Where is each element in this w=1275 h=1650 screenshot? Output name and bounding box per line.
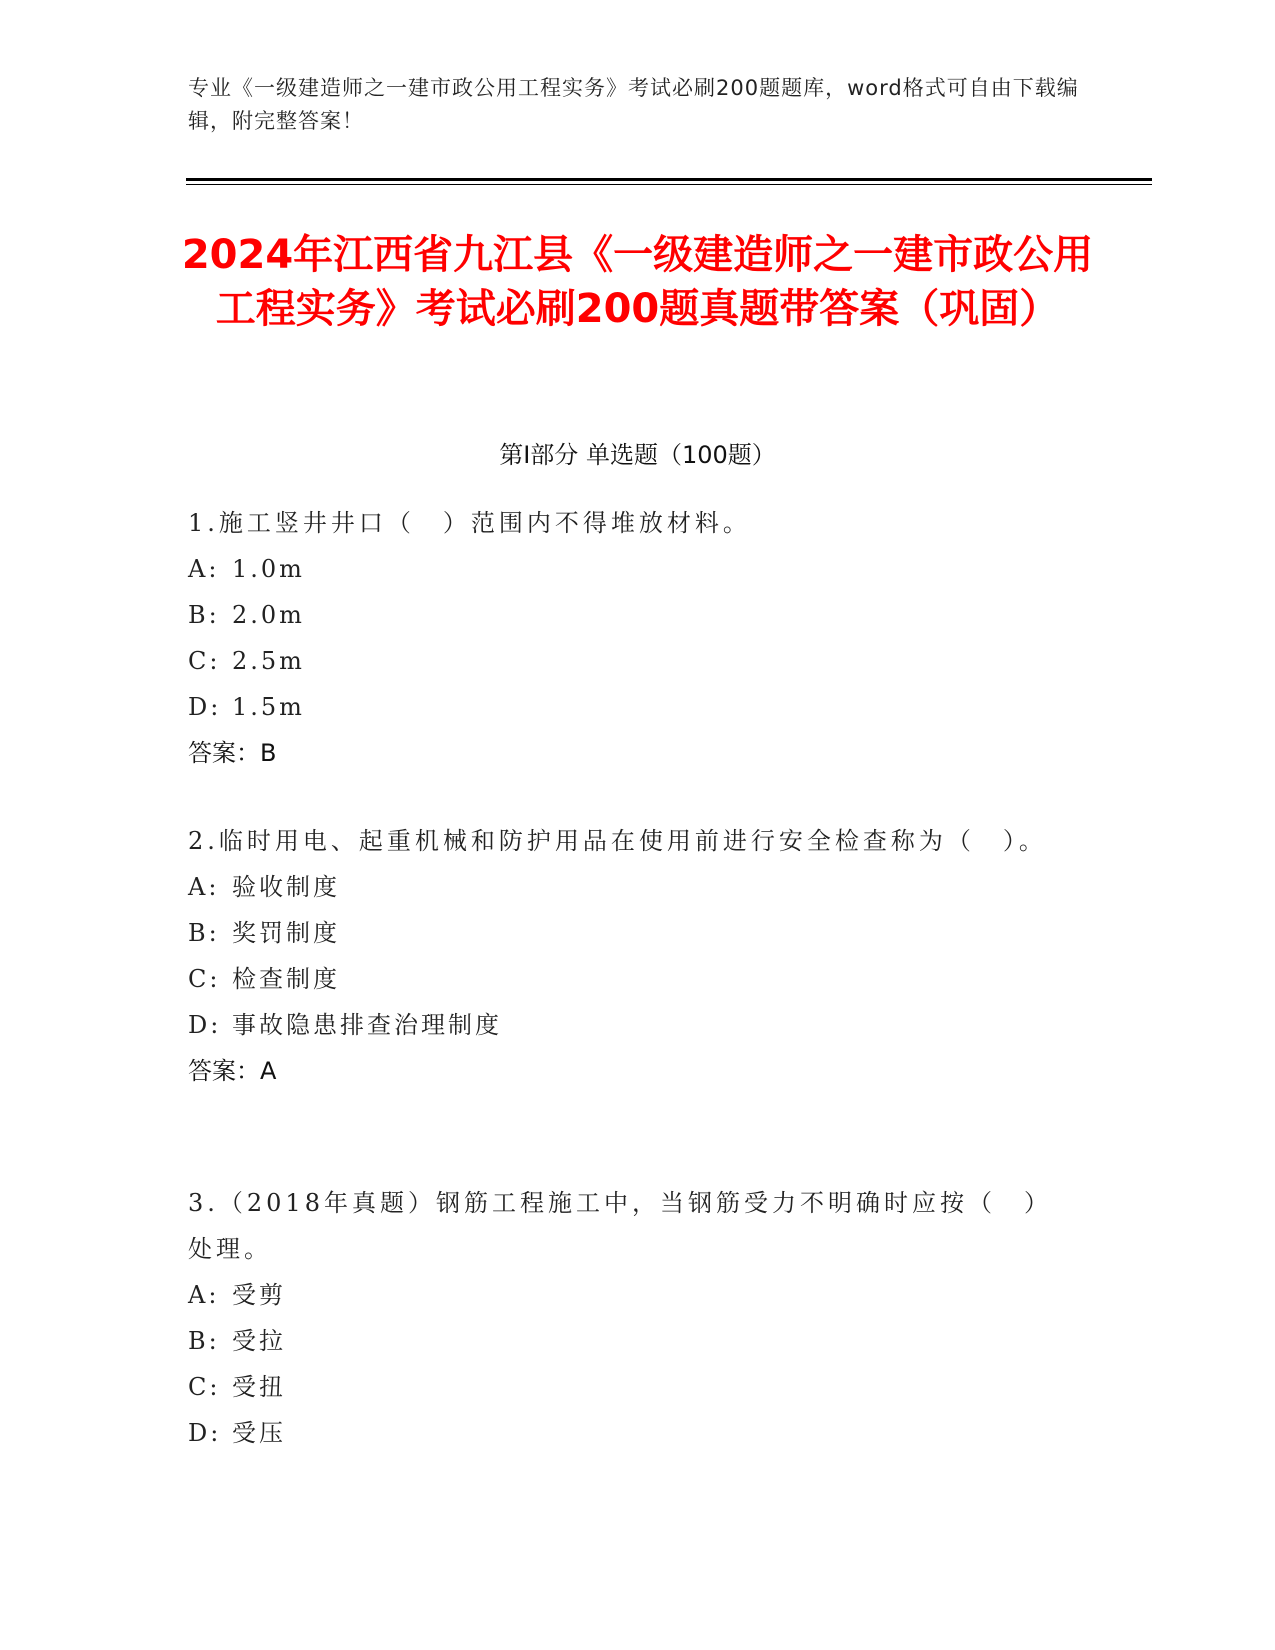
option-text: 1.0m — [232, 555, 305, 583]
option-b — [188, 910, 1068, 956]
question-stem: 2.临时用电、起重机械和防护用品在使用前进行安全检查称为（ ）。 — [188, 827, 1047, 855]
document-title: 2024年江西省九江县《一级建造师之一建市政公用工程实务》考试必刷200题真题带答案（巩固） — [181, 232, 1094, 332]
option-c — [188, 956, 1068, 1002]
option-letter: C: — [188, 647, 221, 675]
option-text: 2.0m — [232, 601, 305, 629]
option-text: 2.5m — [232, 647, 305, 675]
option-letter: D: — [188, 1419, 222, 1447]
answer-line: 答案：B — [188, 739, 277, 767]
option-text: 检查制度 — [232, 965, 340, 993]
option-text: 受剪 — [232, 1281, 286, 1309]
option-text: 验收制度 — [232, 873, 340, 901]
answer-line: 答案：A — [188, 1057, 277, 1085]
option-letter: B: — [188, 919, 220, 947]
option-c — [188, 1364, 1068, 1410]
question-stem: 3.（2018年真题）钢筋工程施工中，当钢筋受力不明确时应按（ ）处理。 — [188, 1189, 1052, 1263]
option-d — [188, 1002, 1068, 1048]
option-text: 1.5m — [232, 693, 305, 721]
option-letter: A: — [188, 555, 220, 583]
question-stem: 1.施工竖井井口（ ）范围内不得堆放材料。 — [188, 509, 751, 537]
option-letter: C: — [188, 1373, 221, 1401]
question-1 — [188, 500, 1068, 776]
option-text: 受扭 — [232, 1373, 286, 1401]
option-a — [188, 1272, 1068, 1318]
option-text: 受压 — [232, 1419, 286, 1447]
option-letter: D: — [188, 693, 222, 721]
section-heading: 第I部分 单选题（100题） — [499, 441, 776, 469]
option-letter: D: — [188, 1011, 222, 1039]
option-letter: A: — [188, 873, 220, 901]
header-rule-thin — [186, 184, 1152, 185]
option-d — [188, 1410, 1068, 1456]
option-letter: B: — [188, 601, 220, 629]
option-letter: B: — [188, 1327, 220, 1355]
option-text: 事故隐患排查治理制度 — [232, 1011, 502, 1039]
header-rule-thick — [186, 178, 1152, 181]
option-text: 受拉 — [232, 1327, 286, 1355]
question-3 — [188, 1180, 1068, 1456]
option-letter: A: — [188, 1281, 220, 1309]
option-b — [188, 1318, 1068, 1364]
question-2 — [188, 818, 1068, 1094]
option-c — [188, 638, 1068, 684]
option-text: 奖罚制度 — [232, 919, 340, 947]
option-b — [188, 592, 1068, 638]
header-note: 专业《一级建造师之一建市政公用工程实务》考试必刷200题题库，word格式可自由下载编辑，附完整答案！ — [188, 76, 1079, 133]
option-letter: C: — [188, 965, 221, 993]
option-a — [188, 546, 1068, 592]
option-d — [188, 684, 1068, 730]
option-a — [188, 864, 1068, 910]
